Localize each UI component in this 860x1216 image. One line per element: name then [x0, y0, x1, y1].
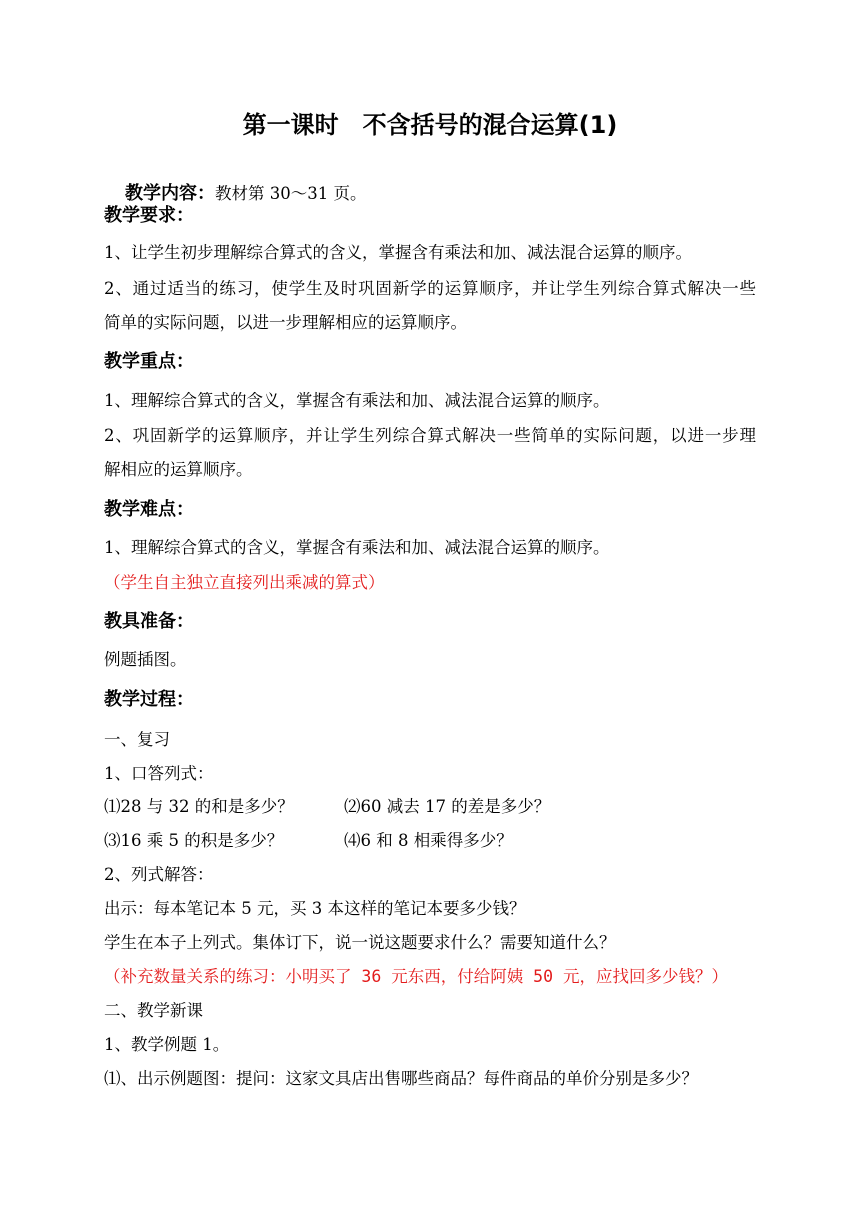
key-points-heading: 教学重点：	[104, 351, 194, 372]
content-label: 教学内容：	[124, 183, 215, 204]
difficulties-heading: 教学难点：	[104, 499, 194, 520]
requirement-item-2-line-1: 2、通过适当的练习，使学生及时巩固新学的运算顺序，并让学生列综合算式解决一些	[104, 279, 756, 298]
question-3: ⑶16 乘 5 的积是多少？	[104, 831, 284, 850]
question-2: ⑵60 减去 17 的差是多少？	[344, 797, 551, 816]
key-point-item-1: 1、理解综合算式的含义，掌握含有乘法和加、减法混合运算的顺序。	[104, 391, 610, 410]
requirement-item-2-line-2: 简单的实际问题，以进一步理解相应的运算顺序。	[104, 313, 467, 332]
difficulty-annotation: （学生自主独立直接列出乘减的算式）	[104, 573, 385, 592]
solve-practice: 2、列式解答：	[104, 865, 214, 884]
tools-text: 例题插图。	[104, 650, 187, 669]
process-heading: 教学过程：	[104, 689, 194, 710]
example-1: 1、教学例题 1。	[104, 1035, 230, 1054]
example-1-show: ⑴、出示例题图：提问：这家文具店出售哪些商品？每件商品的单价分别是多少？	[104, 1069, 698, 1088]
question-1: ⑴28 与 32 的和是多少？	[104, 797, 294, 816]
lesson-title: 第一课时 不含括号的混合运算(1)	[242, 111, 618, 139]
oral-practice: 1、口答列式：	[104, 764, 214, 783]
new-lesson-section: 二、教学新课	[104, 1001, 203, 1020]
notebook-problem: 出示：每本笔记本 5 元，买 3 本这样的笔记本要多少钱？	[104, 899, 526, 918]
requirements-heading: 教学要求：	[104, 205, 194, 226]
review-section: 一、复习	[104, 730, 170, 749]
content-text: 教材第 30～31 页。	[214, 184, 367, 203]
tools-heading: 教具准备：	[104, 611, 194, 632]
key-point-item-2-line-1: 2、巩固新学的运算顺序，并让学生列综合算式解决一些简单的实际问题，以进一步理	[104, 426, 756, 445]
supplement-annotation: （补充数量关系的练习：小明买了 36 元东西，付给阿姨 50 元，应找回多少钱？）	[104, 967, 728, 986]
requirement-item-1: 1、让学生初步理解综合算式的含义，掌握含有乘法和加、减法混合运算的顺序。	[104, 243, 692, 262]
question-4: ⑷6 和 8 相乘得多少？	[344, 831, 513, 850]
key-point-item-2-line-2: 解相应的运算顺序。	[104, 460, 253, 479]
student-activity: 学生在本子上列式。集体订下，说一说这题要求什么？需要知道什么？	[104, 933, 616, 952]
difficulty-item-1: 1、理解综合算式的含义，掌握含有乘法和加、减法混合运算的顺序。	[104, 538, 610, 557]
